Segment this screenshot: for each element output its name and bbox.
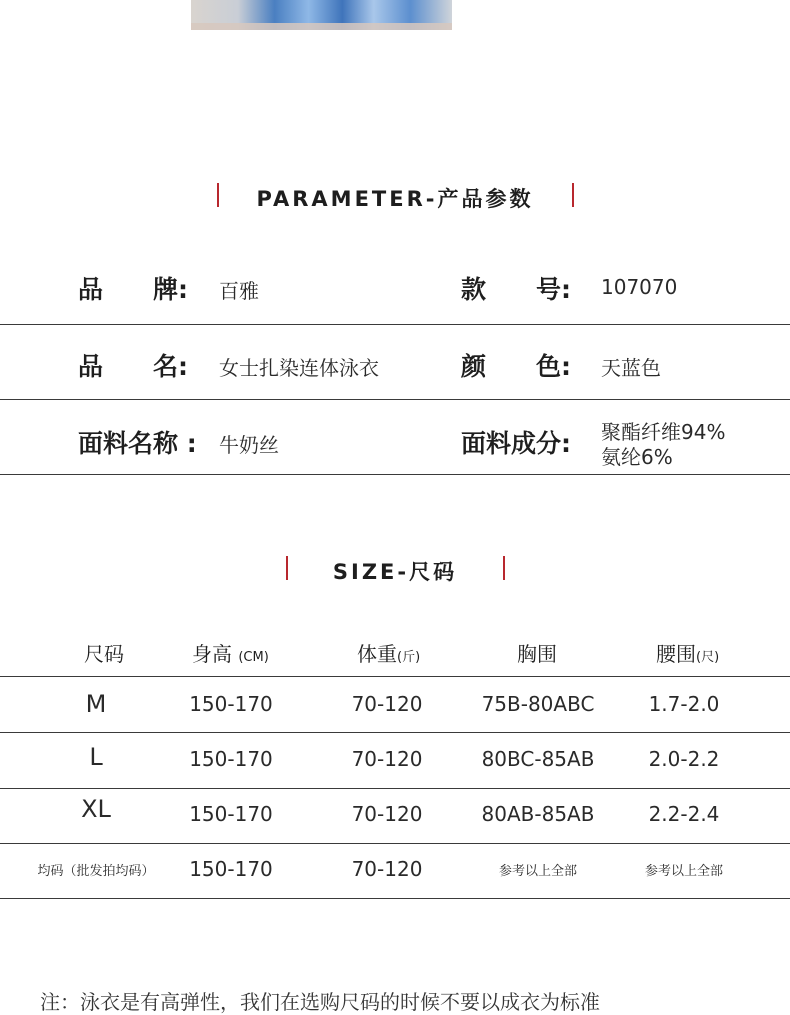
model-label: 款 号:	[461, 275, 571, 304]
divider	[0, 474, 790, 475]
header-bust: 胸围	[517, 642, 557, 666]
fabric-composition-label: 面料成分:	[461, 429, 571, 458]
table-cell-bust: 参考以上全部	[498, 864, 577, 879]
table-divider	[0, 676, 790, 677]
table-cell-size: L	[89, 743, 103, 771]
header-height: 身高 (CM)	[192, 642, 269, 666]
table-cell-weight: 70-120	[351, 747, 423, 771]
header-weight: 体重(斤)	[357, 642, 421, 666]
table-cell-height: 150-170	[189, 857, 273, 881]
table-cell-size: XL	[81, 795, 111, 823]
divider	[0, 399, 790, 400]
header-waist: 腰围(尺)	[656, 642, 720, 666]
table-cell-size: M	[85, 690, 107, 718]
size-section-title: SIZE-尺码	[332, 560, 458, 584]
table-cell-waist: 2.2-2.4	[648, 802, 720, 826]
brand-value: 百雅	[219, 279, 259, 303]
table-cell-height: 150-170	[189, 802, 273, 826]
table-divider	[0, 788, 790, 789]
table-cell-bust: 80AB-85AB	[481, 802, 595, 826]
table-cell-weight: 70-120	[351, 857, 423, 881]
sizing-note: 注：泳衣是有高弹性，我们在选购尺码的时候不要以成衣为标准	[40, 990, 600, 1014]
color-value: 天蓝色	[601, 356, 661, 380]
table-cell-waist: 2.0-2.2	[648, 747, 720, 771]
product-name-label: 品 名:	[78, 352, 188, 381]
table-cell-waist: 参考以上全部	[644, 864, 723, 879]
table-divider	[0, 843, 790, 844]
color-label: 颜 色:	[461, 352, 571, 381]
table-cell-bust: 80BC-85AB	[481, 747, 595, 771]
table-divider	[0, 732, 790, 733]
table-cell-height: 150-170	[189, 692, 273, 716]
table-cell-waist: 1.7-2.0	[648, 692, 720, 716]
fabric-name-label: 面料名称 :	[78, 429, 197, 458]
title-accent-right	[572, 183, 574, 207]
fabric-composition-line2: 氨纶6%	[601, 445, 673, 469]
table-divider	[0, 898, 790, 899]
table-cell-weight: 70-120	[351, 802, 423, 826]
table-cell-size: 均码（批发拍均码）	[37, 864, 155, 879]
divider	[0, 324, 790, 325]
model-value: 107070	[601, 275, 678, 299]
product-name-value: 女士扎染连体泳衣	[219, 356, 379, 380]
brand-label: 品 牌:	[78, 275, 188, 304]
table-cell-bust: 75B-80ABC	[481, 692, 595, 716]
table-cell-height: 150-170	[189, 747, 273, 771]
parameter-section-title: PARAMETER-产品参数	[256, 187, 534, 211]
fabric-composition-line1: 聚酯纤维94%	[601, 420, 726, 444]
table-cell-weight: 70-120	[351, 692, 423, 716]
product-photo-crop	[191, 0, 452, 30]
header-size: 尺码	[84, 642, 124, 666]
title-accent-right	[503, 556, 505, 580]
fabric-name-value: 牛奶丝	[219, 433, 279, 457]
